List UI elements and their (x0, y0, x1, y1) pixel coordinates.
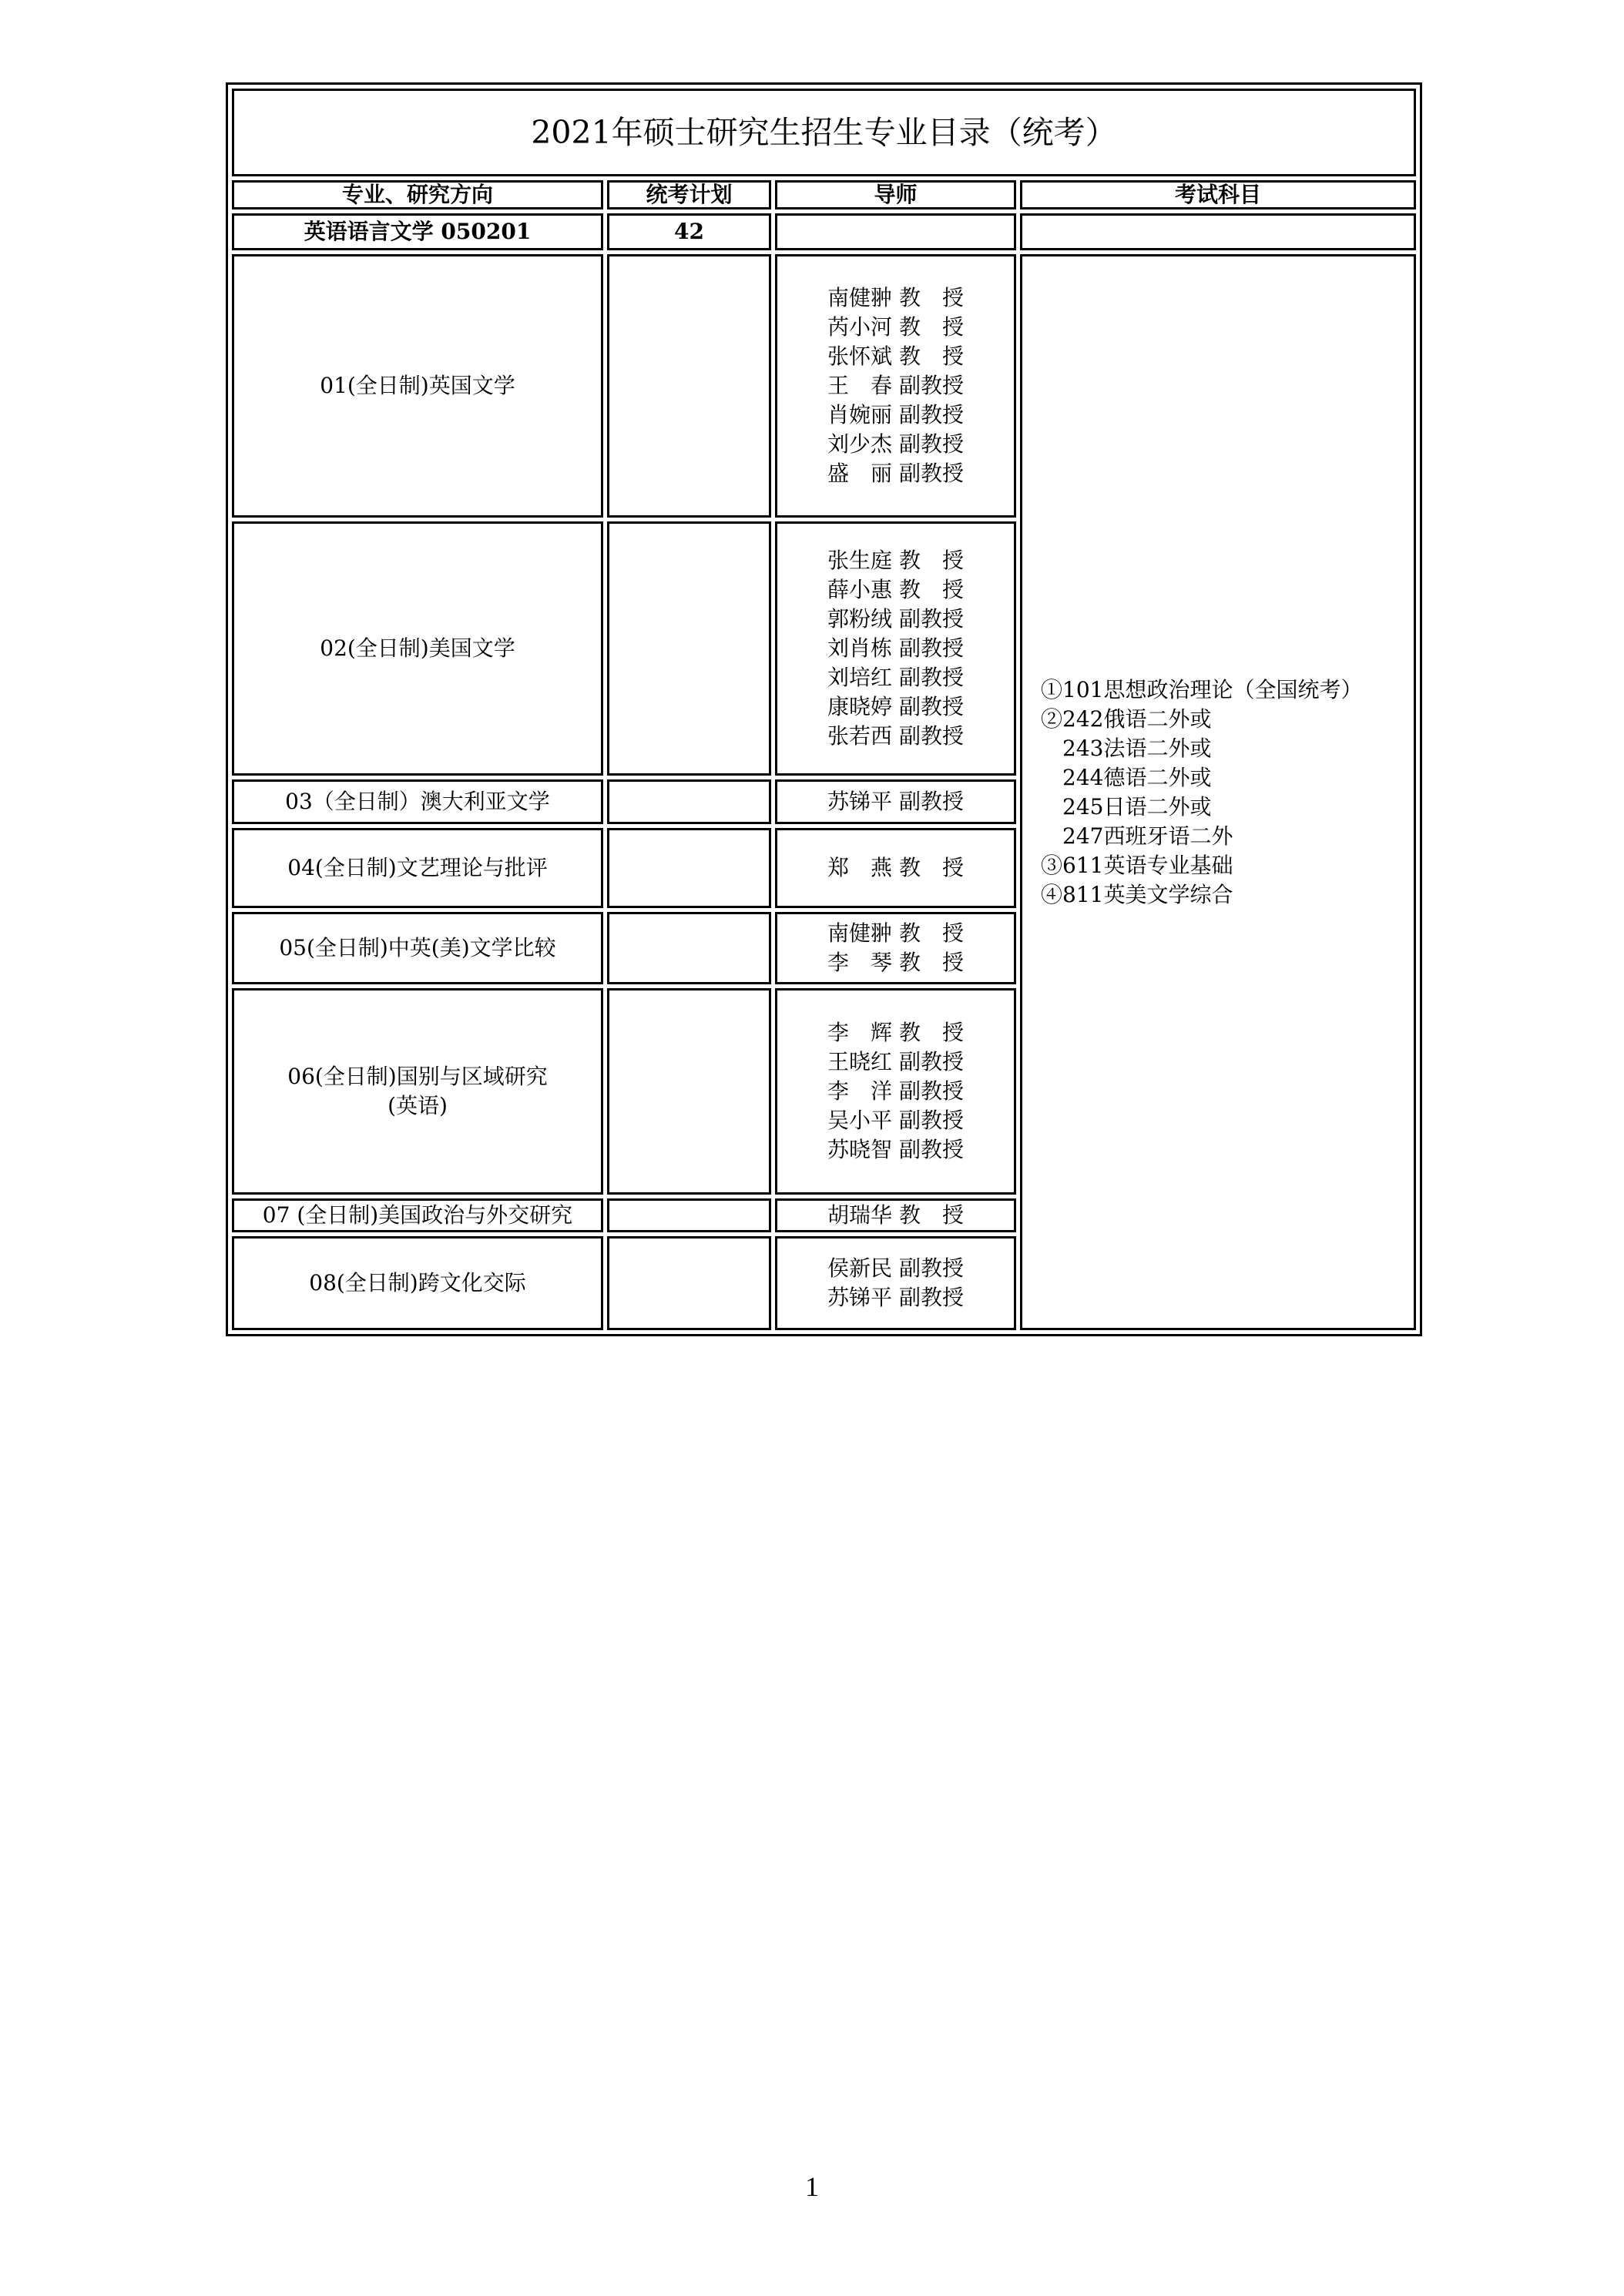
advisor-list (827, 1018, 964, 1165)
advisor-entry: 李 洋 副教授 (827, 1078, 964, 1104)
direction-name: 02(全日制)美国文学 (232, 521, 603, 776)
advisor-entry: 康晓婷 副教授 (827, 694, 964, 719)
direction-name: 06(全日制)国别与区域研究 (英语) (232, 988, 603, 1195)
advisor-list (827, 787, 964, 816)
advisor-entry: 芮小河 教 授 (827, 314, 964, 340)
header-advisor: 导师 (775, 180, 1016, 209)
advisor-list (827, 853, 964, 883)
document-title: 2021年硕士研究生招生专业目录（统考） (232, 89, 1416, 176)
header-plan: 统考计划 (607, 180, 771, 209)
exam-subject-item: ②242俄语二外或 (1041, 706, 1212, 732)
advisor-entry: 刘少杰 副教授 (827, 431, 964, 457)
exam-subject-item: ③611英语专业基础 (1041, 852, 1233, 878)
direction-name: 01(全日制)英国文学 (232, 254, 603, 518)
direction-advisors (775, 521, 1016, 776)
advisor-entry: 郭粉绒 副教授 (827, 606, 964, 632)
direction-advisors (775, 828, 1016, 908)
program-subjects-empty (1020, 213, 1416, 250)
direction-advisors (775, 254, 1016, 518)
header-direction: 专业、研究方向 (232, 180, 603, 209)
advisor-entry: 南健翀 教 授 (827, 920, 964, 946)
advisor-list (827, 1254, 964, 1312)
direction-row (232, 254, 1416, 518)
advisor-entry: 张生庭 教 授 (827, 548, 964, 573)
advisor-entry: 李 辉 教 授 (827, 1020, 964, 1045)
advisor-entry: 苏锑平 副教授 (827, 789, 964, 814)
direction-advisors (775, 1198, 1016, 1232)
direction-advisors (775, 1236, 1016, 1330)
page-number: 1 (805, 2171, 819, 2202)
advisor-entry: 张若西 副教授 (827, 723, 964, 749)
advisor-entry: 薛小惠 教 授 (827, 577, 964, 602)
program-plan: 42 (607, 213, 771, 250)
direction-advisors (775, 912, 1016, 984)
advisor-list (827, 1201, 964, 1230)
direction-name: 03（全日制）澳大利亚文学 (232, 779, 603, 824)
direction-plan-empty (607, 912, 771, 984)
advisor-entry: 盛 丽 副教授 (827, 461, 964, 486)
advisor-list (827, 919, 964, 977)
header-subjects: 考试科目 (1020, 180, 1416, 209)
exam-subject-item: 244德语二外或 (1041, 764, 1212, 790)
program-name: 英语语言文学 050201 (232, 213, 603, 250)
program-row (232, 213, 1416, 250)
advisor-entry: 李 琴 教 授 (827, 950, 964, 975)
title-row (232, 89, 1416, 176)
direction-plan-empty (607, 988, 771, 1195)
exam-subject-item: 245日语二外或 (1041, 793, 1212, 820)
advisor-entry: 胡瑞华 教 授 (827, 1202, 964, 1228)
direction-plan-empty (607, 779, 771, 824)
header-row (232, 180, 1416, 209)
advisor-entry: 南健翀 教 授 (827, 285, 964, 310)
advisor-entry: 肖婉丽 副教授 (827, 402, 964, 427)
direction-name: 04(全日制)文艺理论与批评 (232, 828, 603, 908)
advisor-entry: 郑 燕 教 授 (827, 855, 964, 880)
advisor-entry: 刘肖栋 副教授 (827, 635, 964, 661)
advisor-list (827, 546, 964, 751)
exam-subject-item: 247西班牙语二外 (1041, 823, 1233, 849)
advisor-entry: 吴小平 副教授 (827, 1108, 964, 1133)
advisor-entry: 王 春 副教授 (827, 373, 964, 398)
exam-subject-item: ④811英美文学综合 (1041, 881, 1233, 907)
direction-advisors (775, 988, 1016, 1195)
advisor-list (827, 283, 964, 488)
exam-subjects-cell (1020, 254, 1416, 1330)
direction-name: 08(全日制)跨文化交际 (232, 1236, 603, 1330)
advisor-entry: 张怀斌 教 授 (827, 344, 964, 369)
direction-plan-empty (607, 254, 771, 518)
advisor-entry: 苏晓智 副教授 (827, 1137, 964, 1162)
advisor-entry: 王晓红 副教授 (827, 1049, 964, 1074)
direction-advisors (775, 779, 1016, 824)
exam-subject-item: 243法语二外或 (1041, 735, 1212, 761)
program-advisor-empty (775, 213, 1016, 250)
exam-subject-item: ①101思想政治理论（全国统考） (1041, 676, 1363, 702)
advisor-entry: 刘培红 副教授 (827, 665, 964, 690)
direction-name: 05(全日制)中英(美)文学比较 (232, 912, 603, 984)
direction-plan-empty (607, 1236, 771, 1330)
direction-plan-empty (607, 1198, 771, 1232)
advisor-entry: 侯新民 副教授 (827, 1255, 964, 1281)
admissions-catalog-table (226, 82, 1422, 1336)
direction-plan-empty (607, 828, 771, 908)
direction-plan-empty (607, 521, 771, 776)
direction-name: 07 (全日制)美国政治与外交研究 (232, 1198, 603, 1232)
advisor-entry: 苏锑平 副教授 (827, 1285, 964, 1310)
